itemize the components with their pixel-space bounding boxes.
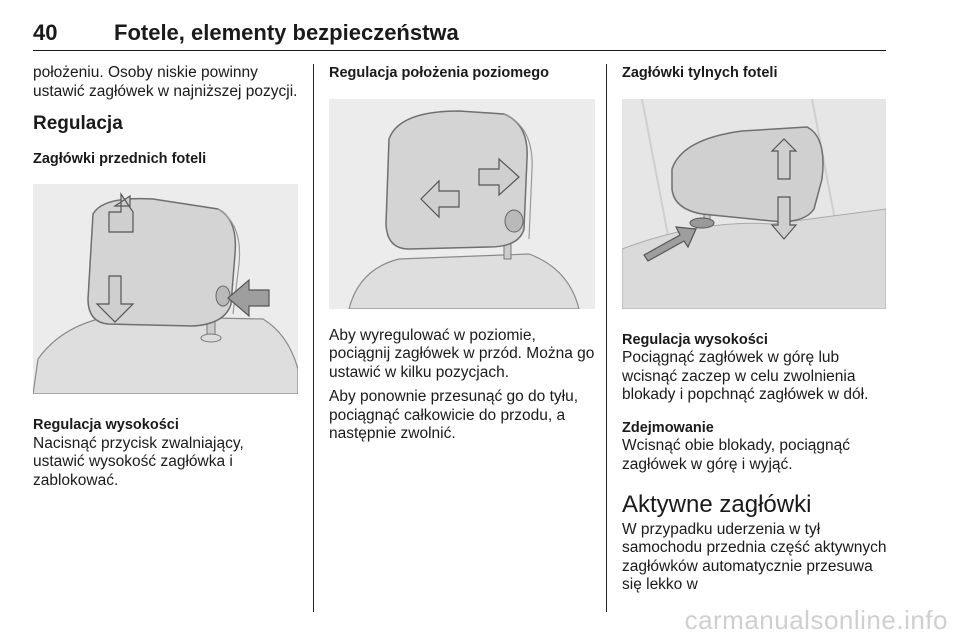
subheading-front-headrests: Zagłówki przednich foteli	[33, 150, 207, 167]
active-headrests-heading: Aktywne zagłówki	[622, 491, 812, 518]
removal-text: Wcisnąć obie blokady, pociągnąć zagłówek w górę i wyjąć.	[622, 437, 851, 473]
column-divider-1	[313, 64, 314, 612]
section-heading-regulacja: Regulacja	[33, 113, 123, 134]
watermark: carmanualsonline.info	[684, 605, 948, 635]
front-headrest-height-figure	[33, 184, 298, 394]
horizontal-adjust-para-2: Aby ponownie przesunąć go do tyłu, pociągnąć całkowicie do przodu, a następnie zwolnić.	[329, 388, 579, 442]
page-number: 40	[33, 20, 58, 45]
chapter-title: Fotele, elementy bezpieczeństwa	[114, 20, 459, 45]
column-3	[622, 64, 890, 595]
rear-height-text: Pociągnąć zagłówek w górę lub wcisnąć zaczep w celu zwolnienia blokady i popchnąć zagłówek w dół.	[622, 349, 869, 403]
horizontal-adjust-figure	[329, 99, 595, 309]
column-2	[329, 64, 597, 444]
horizontal-adjust-heading: Regulacja położenia poziomego	[329, 65, 549, 81]
caption-height-text: Nacisnąć przycisk zwalniający, ustawić wysokość zagłówka i zablokować.	[33, 434, 244, 489]
column-divider-2	[606, 64, 607, 612]
active-headrests-text: W przypadku uderzenia w tył samochodu przednia część aktywnych zagłówków automatycznie przesuwa się lekko w	[622, 520, 887, 593]
rear-headrests-heading: Zagłówki tylnych foteli	[622, 65, 778, 81]
page-header	[33, 20, 886, 51]
intro-text: położeniu. Osoby niskie powinny ustawić zagłówek w najniższej pozycji.	[33, 64, 298, 100]
rear-height-heading: Regulacja wysokości	[622, 331, 768, 348]
rear-headrest-figure	[622, 99, 886, 309]
horizontal-adjust-para-1: Aby wyregulować w poziomie, pociągnij zagłówek w przód. Można go ustawić w kilku pozycjach.	[329, 326, 595, 381]
removal-heading: Zdejmowanie	[622, 419, 714, 436]
caption-height-heading: Regulacja wysokości	[33, 417, 179, 433]
column-1	[33, 64, 298, 490]
